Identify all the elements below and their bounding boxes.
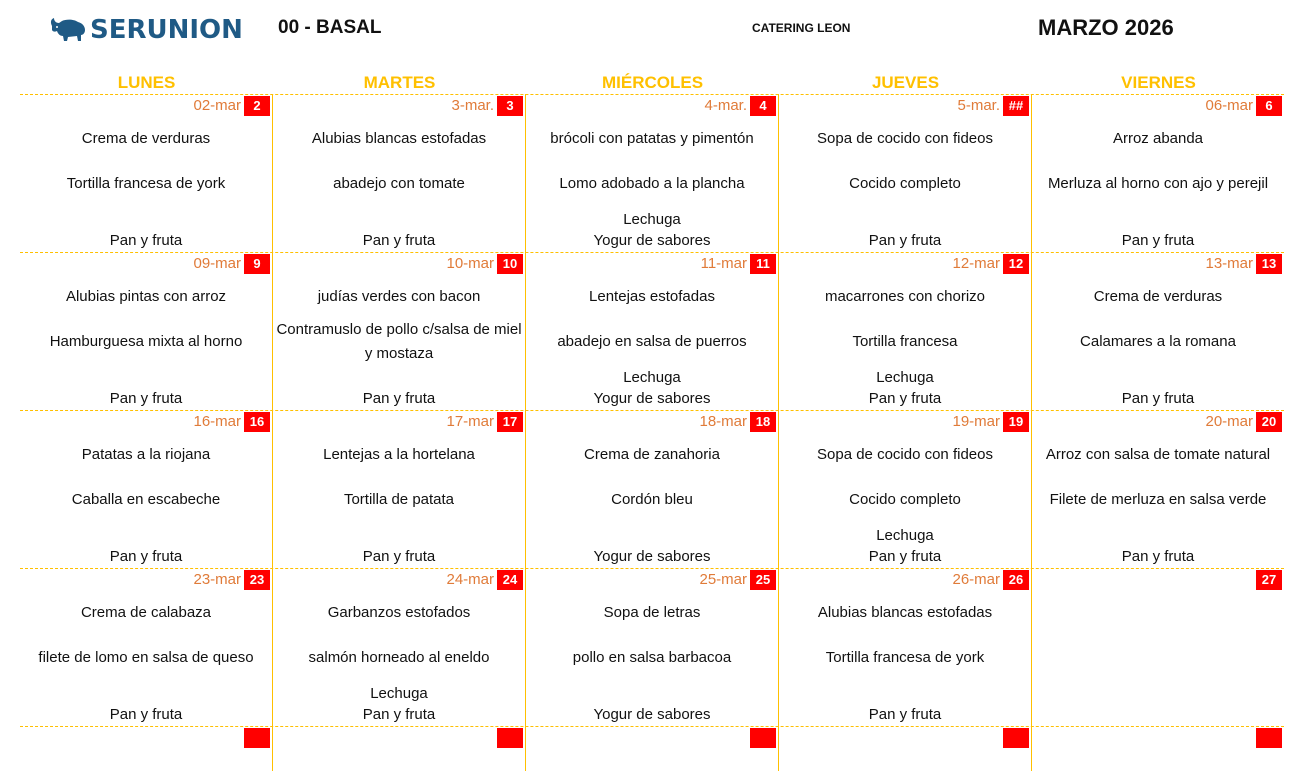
dessert: Pan y fruta	[868, 706, 942, 723]
date-label: 10-mar	[446, 255, 494, 272]
date-label: 09-mar	[193, 255, 241, 272]
dessert: Pan y fruta	[868, 548, 942, 565]
day-cell-week5-tuesday	[273, 726, 525, 771]
day-cell-week2-thursday	[779, 252, 1031, 410]
weekday-thursday: JUEVES	[871, 73, 940, 92]
second-course: Calamares a la romana	[1080, 333, 1236, 350]
first-course: Crema de verduras	[81, 130, 211, 147]
dessert: Pan y fruta	[109, 548, 183, 565]
date-label: 06-mar	[1205, 97, 1253, 114]
day-cell-week4-monday	[20, 568, 272, 726]
date-label: 3-mar.	[451, 97, 494, 114]
day-cell-week3-monday	[20, 410, 272, 568]
dessert: Pan y fruta	[1121, 232, 1195, 249]
first-course: brócoli con patatas y pimentón	[550, 130, 754, 147]
second-course: Cordón bleu	[611, 491, 693, 508]
second-course: Lomo adobado a la plancha	[559, 175, 745, 192]
day-cell-week4-friday	[1032, 568, 1284, 726]
second-course: Cocido completo	[849, 175, 961, 192]
dessert: Pan y fruta	[109, 706, 183, 723]
day-number-badge: 27	[1256, 570, 1282, 590]
day-number-badge: 17	[497, 412, 523, 432]
day-cell-week5-monday	[20, 726, 272, 771]
serunion-logo	[48, 14, 243, 46]
day-number-badge: 13	[1256, 254, 1282, 274]
first-course: Crema de zanahoria	[584, 446, 720, 463]
day-cell-week3-friday	[1032, 410, 1284, 568]
dessert: Yogur de sabores	[593, 390, 711, 407]
date-label: 19-mar	[952, 413, 1000, 430]
second-course: Merluza al horno con ajo y perejil	[1047, 175, 1269, 192]
first-course: Sopa de cocido con fideos	[817, 130, 993, 147]
month-title: MARZO 2026	[1038, 15, 1174, 40]
first-course: Alubias blancas estofadas	[311, 130, 487, 147]
day-number-badge: 11	[750, 254, 776, 274]
second-course: Tortilla francesa	[852, 333, 958, 350]
day-cell-week5-friday	[1032, 726, 1284, 771]
day-number-badge	[497, 728, 523, 748]
bull-icon	[48, 16, 88, 44]
day-number-badge: 26	[1003, 570, 1029, 590]
dessert: Pan y fruta	[1121, 390, 1195, 407]
day-number-badge: 4	[750, 96, 776, 116]
first-course: Patatas a la riojana	[81, 446, 211, 463]
dessert: Yogur de sabores	[593, 706, 711, 723]
day-number-badge: 6	[1256, 96, 1282, 116]
first-course: Alubias pintas con arroz	[65, 288, 227, 305]
second-course: Contramuslo de pollo c/salsa de miel y mostaza	[276, 321, 522, 362]
weekday-header	[20, 72, 1284, 94]
day-number-badge: ##	[1003, 96, 1029, 116]
day-cell-week1-tuesday	[273, 94, 525, 252]
weekday-friday: VIERNES	[1121, 73, 1196, 92]
day-number-badge: 10	[497, 254, 523, 274]
day-number-badge	[1256, 728, 1282, 748]
side-dish: Lechuga	[623, 369, 681, 386]
second-course: Filete de merluza en salsa verde	[1049, 491, 1267, 508]
first-course: Lentejas a la hortelana	[323, 446, 475, 463]
day-cell-week1-wednesday	[526, 94, 778, 252]
date-label: 23-mar	[193, 571, 241, 588]
second-course: Tortilla francesa de york	[825, 649, 985, 666]
day-number-badge: 18	[750, 412, 776, 432]
date-label: 4-mar.	[704, 97, 747, 114]
day-number-badge	[1003, 728, 1029, 748]
day-cell-week2-friday	[1032, 252, 1284, 410]
weekday-wednesday: MIÉRCOLES	[601, 73, 704, 92]
date-label: 11-mar	[700, 255, 747, 272]
dessert: Pan y fruta	[868, 232, 942, 249]
first-course: Arroz con salsa de tomate natural	[1045, 446, 1271, 463]
day-cell-week1-thursday	[779, 94, 1031, 252]
dessert: Pan y fruta	[362, 548, 436, 565]
day-cell-week4-wednesday	[526, 568, 778, 726]
second-course: pollo en salsa barbacoa	[572, 649, 732, 666]
page-header	[0, 0, 1313, 60]
date-label: 02-mar	[193, 97, 241, 114]
first-course: Crema de calabaza	[80, 604, 212, 621]
first-course: Lentejas estofadas	[589, 288, 715, 305]
dessert: Pan y fruta	[868, 390, 942, 407]
date-label: 24-mar	[446, 571, 494, 588]
dessert: Yogur de sabores	[593, 548, 711, 565]
day-number-badge: 12	[1003, 254, 1029, 274]
day-number-badge: 23	[244, 570, 270, 590]
dessert: Pan y fruta	[1121, 548, 1195, 565]
day-number-badge: 3	[497, 96, 523, 116]
dessert: Yogur de sabores	[593, 232, 711, 249]
date-label: 25-mar	[699, 571, 747, 588]
day-number-badge	[750, 728, 776, 748]
second-course: Cocido completo	[849, 491, 961, 508]
second-course: salmón horneado al eneldo	[308, 649, 490, 666]
first-course: judías verdes con bacon	[317, 288, 481, 305]
first-course: Alubias blancas estofadas	[817, 604, 993, 621]
side-dish: Lechuga	[623, 211, 681, 228]
day-number-badge: 19	[1003, 412, 1029, 432]
day-cell-week3-tuesday	[273, 410, 525, 568]
menu-calendar-grid	[20, 94, 1284, 771]
date-label: 5-mar.	[957, 97, 1000, 114]
day-number-badge: 20	[1256, 412, 1282, 432]
dessert: Pan y fruta	[362, 706, 436, 723]
first-course: Crema de verduras	[1093, 288, 1223, 305]
menu-name: 00 - BASAL	[278, 17, 382, 38]
day-number-badge: 24	[497, 570, 523, 590]
logo-text: SERUNION	[90, 15, 243, 45]
first-course: macarrones con chorizo	[824, 288, 986, 305]
day-cell-week3-thursday	[779, 410, 1031, 568]
day-number-badge: 16	[244, 412, 270, 432]
second-course: Tortilla de patata	[343, 491, 455, 508]
second-course: Hamburguesa mixta al horno	[49, 333, 243, 350]
date-label: 13-mar	[1205, 255, 1253, 272]
day-cell-week2-monday	[20, 252, 272, 410]
date-label: 17-mar	[446, 413, 494, 430]
dessert: Pan y fruta	[109, 232, 183, 249]
first-course: Arroz abanda	[1112, 130, 1204, 147]
second-course: abadejo con tomate	[333, 175, 465, 192]
date-label: 16-mar	[193, 413, 241, 430]
day-cell-week5-wednesday	[526, 726, 778, 771]
day-cell-week3-wednesday	[526, 410, 778, 568]
second-course: Tortilla francesa de york	[66, 175, 226, 192]
date-label: 18-mar	[699, 413, 747, 430]
first-course: Garbanzos estofados	[327, 604, 471, 621]
caterer-name: CATERING LEON	[752, 21, 851, 35]
day-cell-week4-tuesday	[273, 568, 525, 726]
second-course: Caballa en escabeche	[71, 491, 221, 508]
day-number-badge: 9	[244, 254, 270, 274]
side-dish: Lechuga	[876, 369, 934, 386]
day-cell-week2-tuesday	[273, 252, 525, 410]
weekday-tuesday: MARTES	[363, 73, 436, 92]
weekday-monday: LUNES	[117, 73, 176, 92]
date-label: 26-mar	[952, 571, 1000, 588]
dessert: Pan y fruta	[109, 390, 183, 407]
second-course: filete de lomo en salsa de queso	[38, 649, 254, 666]
second-course: abadejo en salsa de puerros	[557, 333, 747, 350]
day-cell-week2-wednesday	[526, 252, 778, 410]
day-number-badge	[244, 728, 270, 748]
side-dish: Lechuga	[876, 527, 934, 544]
day-cell-week4-thursday	[779, 568, 1031, 726]
day-cell-week1-friday	[1032, 94, 1284, 252]
day-cell-week5-thursday	[779, 726, 1031, 771]
first-course: Sopa de cocido con fideos	[817, 446, 993, 463]
side-dish: Lechuga	[370, 685, 428, 702]
date-label: 12-mar	[952, 255, 1000, 272]
dessert: Pan y fruta	[362, 390, 436, 407]
day-number-badge: 25	[750, 570, 776, 590]
first-course: Sopa de letras	[603, 604, 701, 621]
date-label: 20-mar	[1205, 413, 1253, 430]
day-number-badge: 2	[244, 96, 270, 116]
day-cell-week1-monday	[20, 94, 272, 252]
dessert: Pan y fruta	[362, 232, 436, 249]
